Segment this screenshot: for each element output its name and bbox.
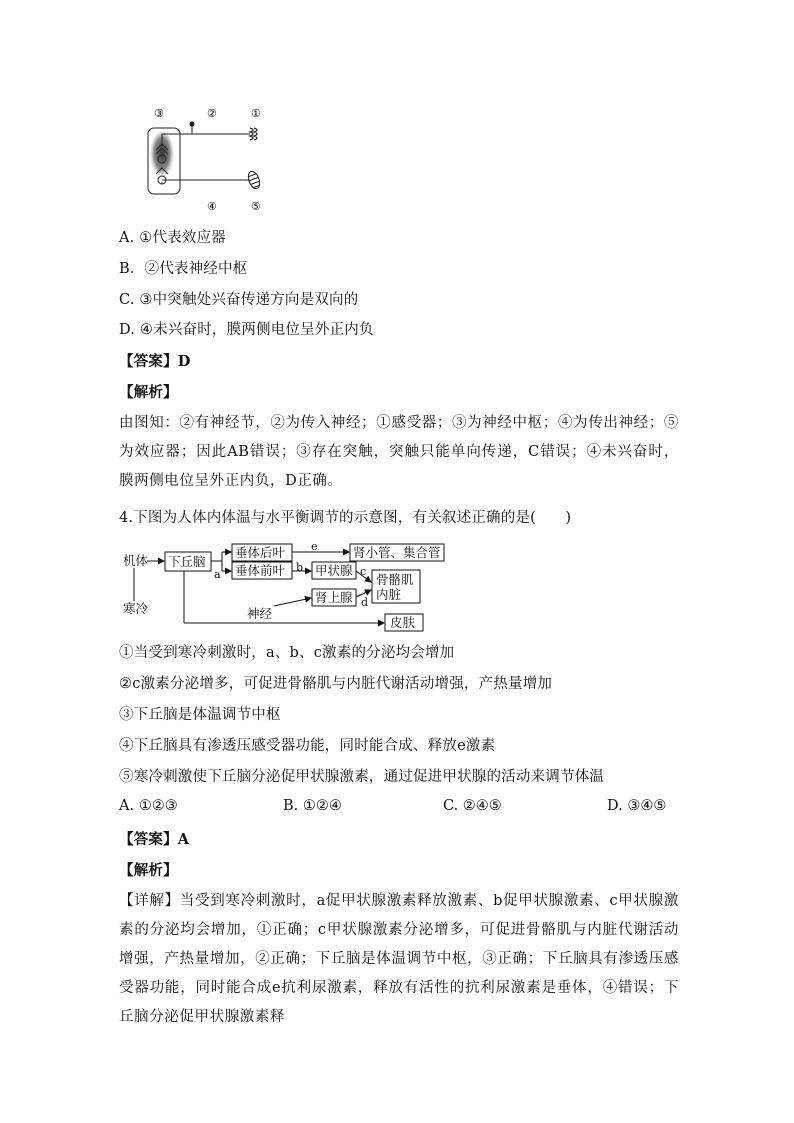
q4-option-d: D. ③④⑤: [607, 798, 667, 814]
diagram-letter-b: b: [296, 561, 304, 574]
label-3: ③: [154, 107, 164, 120]
q4-answer: 【答案】A: [119, 831, 190, 848]
receptor-icon: [250, 128, 257, 140]
diagram-posterior-pituitary: 垂体后叶: [235, 545, 286, 560]
diagram-hypothalamus: 下丘脑: [168, 554, 206, 569]
q3-option-a: A. ①代表效应器: [119, 230, 226, 246]
q4-option-c: C. ②④⑤: [443, 798, 502, 814]
q3-option-c: C. ③中突触处兴奋传递方向是双向的: [119, 292, 359, 308]
label-4: ④: [207, 200, 217, 213]
q4-statement-3: ③下丘脑是体温调节中枢: [119, 707, 281, 723]
q4-statement-4: ④下丘脑具有渗透压感受器功能，同时能合成、释放e激素: [119, 738, 496, 754]
q4-statement-1: ①当受到寒冷刺激时，a、b、c激素的分泌均会增加: [119, 645, 455, 661]
q4-statement-5: ⑤寒冷刺激使下丘脑分泌促甲状腺激素，通过促进甲状腺的活动来调节体温: [119, 769, 605, 785]
q3-analysis-title: 【解析】: [119, 384, 178, 401]
diagram-letter-c: c: [360, 565, 367, 578]
diagram-letter-d: d: [361, 596, 369, 609]
q3-analysis-text: 由图知：②有神经节，②为传入神经；①感受器；③为神经中枢；④为传出神经；⑤为效应器；因此AB错误；③存在突触，突触只能单向传递，C错误；④未兴奋时，膜两侧电位呈外正内负，D正确。: [119, 415, 679, 489]
diagram-viscera: 内脏: [376, 587, 402, 602]
diagram-anterior-pituitary: 垂体前叶: [235, 563, 286, 578]
diagram-nerve: 神经: [247, 606, 273, 621]
reflex-arc-figure: [140, 104, 280, 214]
label-5: ⑤: [251, 200, 261, 213]
regulation-diagram: [119, 538, 459, 638]
q4-stem: 4.下图为人体内体温与水平衡调节的示意图，有关叙述正确的是( ): [119, 510, 572, 526]
diagram-muscle: 骨骼肌: [376, 572, 414, 587]
q4-options: [119, 798, 679, 818]
q4-detail-text: 【详解】当受到寒冷刺激时，a促甲状腺激素释放激素、b促甲状腺激素、c甲状腺激素的分泌均会增加，①正确；c甲状腺激素分泌增多，可促进骨骼肌与内脏代谢活动增强，产热量增加，②正确；下丘脑是体温调节中枢，③正确；下丘脑具有渗透压感受器功能，同时能合成e抗利尿激素，释放有活性的抗利尿激素是垂体，④错误；下丘脑分泌促甲状腺激素释: [119, 893, 679, 1025]
diagram-body: 机体: [123, 553, 149, 568]
diagram-skin: 皮肤: [390, 615, 416, 630]
diagram-thyroid: 甲状腺: [315, 563, 353, 578]
q3-answer: 【答案】D: [119, 353, 191, 370]
label-2: ②: [207, 107, 217, 120]
diagram-cold: 寒冷: [123, 601, 149, 616]
label-1: ①: [251, 107, 261, 120]
q3-option-d: D. ④未兴奋时，膜两侧电位呈外正内负: [119, 322, 374, 338]
q3-option-b: B．②代表神经中枢: [119, 261, 248, 277]
q4-option-a: A. ①②③: [119, 798, 178, 814]
diagram-kidney-tubule: 肾小管、集合管: [353, 545, 441, 560]
q4-analysis-title: 【解析】: [119, 862, 178, 879]
q4-option-b: B. ①②④: [283, 798, 342, 814]
q4-statement-2: ②c激素分泌增多，可促进骨骼肌与内脏代谢活动增强，产热量增加: [119, 676, 553, 692]
diagram-letter-a: a: [214, 568, 221, 581]
diagram-letter-e: e: [311, 540, 318, 553]
diagram-adrenal: 肾上腺: [315, 590, 353, 605]
effector-icon: [246, 170, 262, 190]
